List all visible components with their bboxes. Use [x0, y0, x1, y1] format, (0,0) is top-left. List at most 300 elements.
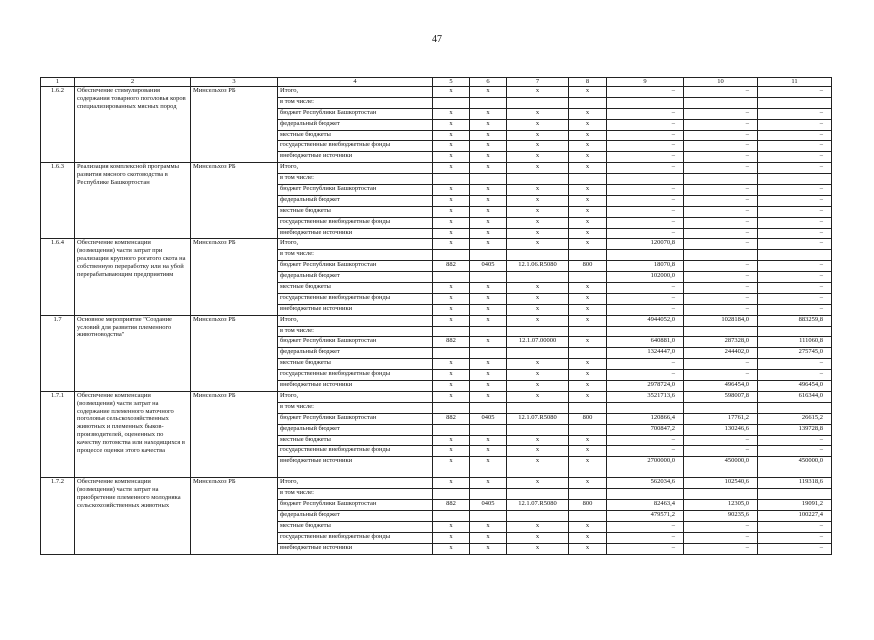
amount-cell: –	[758, 435, 832, 446]
amount-cell	[684, 174, 758, 185]
amount-cell: –	[684, 185, 758, 196]
table-row	[41, 391, 832, 402]
amount-cell: –	[607, 359, 684, 370]
target-item-cell	[507, 97, 569, 108]
amount-cell: –	[758, 141, 832, 152]
amount-cell: 1324447,0	[607, 348, 684, 359]
code-cell: x	[433, 370, 470, 381]
target-item-cell: x	[507, 239, 569, 250]
amount-cell: –	[684, 206, 758, 217]
amount-cell	[684, 489, 758, 500]
amount-cell: –	[758, 543, 832, 554]
amount-cell: –	[607, 370, 684, 381]
section-cell: x	[470, 163, 507, 174]
expense-type-cell: x	[569, 293, 607, 304]
amount-cell: 130246,6	[684, 424, 758, 435]
section-cell: x	[470, 239, 507, 250]
target-item-cell: 12.1.07.R5080	[507, 413, 569, 424]
section-cell: x	[470, 108, 507, 119]
expense-type-cell	[569, 424, 607, 435]
target-item-cell: x	[507, 228, 569, 239]
source-label-cell: государственные внебюджетные фонды	[278, 141, 433, 152]
amount-cell: –	[684, 283, 758, 294]
section-cell: x	[470, 337, 507, 348]
amount-cell: 883259,8	[758, 315, 832, 326]
source-label-cell: Итого,	[278, 315, 433, 326]
section-cell: x	[470, 217, 507, 228]
program-funding-table	[40, 77, 832, 555]
amount-cell: 19091,2	[758, 500, 832, 511]
target-item-cell: x	[507, 391, 569, 402]
code-cell: 882	[433, 337, 470, 348]
target-item-cell	[507, 250, 569, 261]
measure-code: 1.6.3	[41, 163, 75, 239]
source-label-cell: федеральный бюджет	[278, 119, 433, 130]
source-label-cell: государственные внебюджетные фонды	[278, 446, 433, 457]
target-item-cell: x	[507, 87, 569, 98]
code-cell: x	[433, 185, 470, 196]
amount-cell: 496454,0	[758, 381, 832, 392]
amount-cell: –	[758, 130, 832, 141]
target-item-cell: x	[507, 108, 569, 119]
measure-title: Обеспечение компенсации (возмещения) части затрат при реализации крупного рогатого скота на собственную переработку или на убой перерабатывающим предприятиям	[75, 239, 191, 315]
source-label-cell: федеральный бюджет	[278, 272, 433, 283]
code-cell	[433, 326, 470, 337]
amount-cell: –	[758, 108, 832, 119]
section-cell: x	[470, 359, 507, 370]
source-label-cell: бюджет Республики Башкортостан	[278, 108, 433, 119]
expense-type-cell	[569, 489, 607, 500]
amount-cell: 450000,0	[684, 457, 758, 478]
expense-type-cell: x	[569, 543, 607, 554]
section-cell: x	[470, 195, 507, 206]
amount-cell: –	[758, 217, 832, 228]
amount-cell	[607, 489, 684, 500]
amount-cell: –	[684, 119, 758, 130]
section-cell: x	[470, 293, 507, 304]
amount-cell: 700847,2	[607, 424, 684, 435]
measure-code: 1.6.2	[41, 87, 75, 163]
source-label-cell: внебюджетные источники	[278, 543, 433, 554]
source-label-cell: местные бюджеты	[278, 283, 433, 294]
expense-type-cell: x	[569, 337, 607, 348]
header-cell: 8	[569, 78, 607, 87]
target-item-cell	[507, 174, 569, 185]
header-cell: 7	[507, 78, 569, 87]
section-cell: x	[470, 304, 507, 315]
table-row	[41, 163, 832, 174]
target-item-cell: x	[507, 163, 569, 174]
amount-cell: –	[607, 293, 684, 304]
expense-type-cell: x	[569, 163, 607, 174]
amount-cell: –	[607, 195, 684, 206]
expense-type-cell	[569, 97, 607, 108]
amount-cell: 562034,6	[607, 478, 684, 489]
header-cell: 11	[758, 78, 832, 87]
amount-cell: –	[758, 163, 832, 174]
source-label-cell: федеральный бюджет	[278, 510, 433, 521]
amount-cell: –	[758, 195, 832, 206]
source-label-cell: бюджет Республики Башкортостан	[278, 337, 433, 348]
code-cell	[433, 174, 470, 185]
expense-type-cell	[569, 174, 607, 185]
expense-type-cell: x	[569, 152, 607, 163]
measure-code: 1.7.1	[41, 391, 75, 477]
code-cell: x	[433, 543, 470, 554]
code-cell	[433, 424, 470, 435]
amount-cell: 616344,0	[758, 391, 832, 402]
expense-type-cell: x	[569, 521, 607, 532]
amount-cell	[758, 326, 832, 337]
executor: Минсельхоз РБ	[191, 87, 278, 163]
table-row	[41, 239, 832, 250]
target-item-cell	[507, 510, 569, 521]
amount-cell: –	[684, 163, 758, 174]
code-cell: x	[433, 141, 470, 152]
amount-cell: –	[758, 293, 832, 304]
amount-cell: –	[758, 304, 832, 315]
code-cell: x	[433, 108, 470, 119]
source-label-cell: в том числе:	[278, 174, 433, 185]
section-cell	[470, 510, 507, 521]
source-label-cell: Итого,	[278, 391, 433, 402]
target-item-cell: x	[507, 130, 569, 141]
target-item-cell: x	[507, 381, 569, 392]
amount-cell: 4944052,0	[607, 315, 684, 326]
target-item-cell: x	[507, 359, 569, 370]
amount-cell: –	[758, 283, 832, 294]
amount-cell: 90235,6	[684, 510, 758, 521]
expense-type-cell: x	[569, 185, 607, 196]
amount-cell: 119318,6	[758, 478, 832, 489]
measure-code: 1.7	[41, 315, 75, 391]
amount-cell: –	[607, 87, 684, 98]
amount-cell: –	[607, 119, 684, 130]
section-cell: 0405	[470, 500, 507, 511]
amount-cell: –	[684, 239, 758, 250]
code-cell: x	[433, 152, 470, 163]
target-item-cell: x	[507, 478, 569, 489]
source-label-cell: бюджет Республики Башкортостан	[278, 413, 433, 424]
amount-cell: –	[684, 272, 758, 283]
amount-cell: –	[758, 521, 832, 532]
page-number: 47	[432, 34, 442, 45]
target-item-cell: x	[507, 152, 569, 163]
target-item-cell: x	[507, 457, 569, 478]
section-cell: x	[470, 119, 507, 130]
code-cell: 882	[433, 500, 470, 511]
source-label-cell: в том числе:	[278, 402, 433, 413]
amount-cell: –	[607, 163, 684, 174]
section-cell	[470, 174, 507, 185]
table-row	[41, 478, 832, 489]
executor: Минсельхоз РБ	[191, 478, 278, 554]
amount-cell	[607, 326, 684, 337]
target-item-cell	[507, 326, 569, 337]
target-item-cell: x	[507, 315, 569, 326]
section-cell: x	[470, 315, 507, 326]
amount-cell: –	[758, 239, 832, 250]
target-item-cell: x	[507, 293, 569, 304]
expense-type-cell: 800	[569, 413, 607, 424]
header-cell: 5	[433, 78, 470, 87]
expense-type-cell: x	[569, 119, 607, 130]
amount-cell: –	[758, 359, 832, 370]
section-cell: x	[470, 141, 507, 152]
section-cell: x	[470, 478, 507, 489]
source-label-cell: бюджет Республики Башкортостан	[278, 185, 433, 196]
code-cell	[433, 97, 470, 108]
amount-cell: –	[758, 185, 832, 196]
amount-cell: –	[607, 108, 684, 119]
source-label-cell: местные бюджеты	[278, 206, 433, 217]
code-cell	[433, 402, 470, 413]
code-cell: x	[433, 359, 470, 370]
header-cell: 1	[41, 78, 75, 87]
target-item-cell	[507, 489, 569, 500]
code-cell: x	[433, 163, 470, 174]
amount-cell: –	[607, 152, 684, 163]
section-cell: x	[470, 521, 507, 532]
target-item-cell: x	[507, 185, 569, 196]
target-item-cell: 12.1.07.00000	[507, 337, 569, 348]
target-item-cell	[507, 348, 569, 359]
amount-cell: 111060,8	[758, 337, 832, 348]
target-item-cell: 12.1.07.R5080	[507, 500, 569, 511]
target-item-cell: x	[507, 304, 569, 315]
expense-type-cell: x	[569, 283, 607, 294]
amount-cell: –	[684, 87, 758, 98]
amount-cell: –	[607, 283, 684, 294]
code-cell	[433, 510, 470, 521]
target-item-cell: x	[507, 217, 569, 228]
source-label-cell: внебюджетные источники	[278, 381, 433, 392]
amount-cell	[607, 97, 684, 108]
amount-cell: –	[758, 119, 832, 130]
code-cell: x	[433, 457, 470, 478]
table-row	[41, 315, 832, 326]
section-cell: x	[470, 370, 507, 381]
section-cell	[470, 402, 507, 413]
amount-cell: –	[607, 446, 684, 457]
header-cell: 3	[191, 78, 278, 87]
measure-title: Обеспечение компенсации (возмещения) части затрат на содержание племенного маточного поголовья сельскохозяйственных животных и племенных быков-производителей, оцененных по качеству потомства или находящихся в процессе оценки этого качества	[75, 391, 191, 477]
code-cell: x	[433, 478, 470, 489]
code-cell: x	[433, 293, 470, 304]
source-label-cell: федеральный бюджет	[278, 348, 433, 359]
source-label-cell: внебюджетные источники	[278, 304, 433, 315]
amount-cell: –	[684, 130, 758, 141]
section-cell: x	[470, 87, 507, 98]
expense-type-cell	[569, 250, 607, 261]
amount-cell: –	[684, 304, 758, 315]
amount-cell: –	[684, 108, 758, 119]
amount-cell: 244402,0	[684, 348, 758, 359]
code-cell: x	[433, 391, 470, 402]
amount-cell	[607, 250, 684, 261]
amount-cell: –	[758, 87, 832, 98]
measure-title: Обеспечение стимулирования содержания товарного поголовья коров специализированных мясных пород	[75, 87, 191, 163]
amount-cell: –	[684, 370, 758, 381]
executor: Минсельхоз РБ	[191, 315, 278, 391]
section-cell	[470, 272, 507, 283]
code-cell: x	[433, 130, 470, 141]
source-label-cell: внебюджетные источники	[278, 152, 433, 163]
expense-type-cell: x	[569, 141, 607, 152]
source-label-cell: местные бюджеты	[278, 130, 433, 141]
amount-cell: –	[607, 141, 684, 152]
source-label-cell: внебюджетные источники	[278, 457, 433, 478]
amount-cell: –	[684, 217, 758, 228]
table-body	[41, 78, 832, 555]
source-label-cell: бюджет Республики Башкортостан	[278, 500, 433, 511]
amount-cell: –	[684, 446, 758, 457]
expense-type-cell: x	[569, 206, 607, 217]
code-cell: x	[433, 435, 470, 446]
code-cell: x	[433, 446, 470, 457]
executor: Минсельхоз РБ	[191, 391, 278, 477]
code-cell	[433, 348, 470, 359]
amount-cell: 479571,2	[607, 510, 684, 521]
code-cell	[433, 250, 470, 261]
amount-cell	[684, 97, 758, 108]
code-cell: x	[433, 381, 470, 392]
amount-cell	[758, 174, 832, 185]
target-item-cell: x	[507, 543, 569, 554]
section-cell: x	[470, 532, 507, 543]
section-cell: x	[470, 457, 507, 478]
code-cell: x	[433, 217, 470, 228]
source-label-cell: внебюджетные источники	[278, 228, 433, 239]
amount-cell: –	[684, 228, 758, 239]
header-cell: 6	[470, 78, 507, 87]
target-item-cell: x	[507, 435, 569, 446]
amount-cell: –	[758, 228, 832, 239]
section-cell: x	[470, 391, 507, 402]
amount-cell	[684, 326, 758, 337]
source-label-cell: в том числе:	[278, 250, 433, 261]
expense-type-cell: x	[569, 359, 607, 370]
source-label-cell: в том числе:	[278, 326, 433, 337]
source-label-cell: федеральный бюджет	[278, 424, 433, 435]
section-cell: x	[470, 130, 507, 141]
amount-cell: –	[607, 217, 684, 228]
target-item-cell: x	[507, 532, 569, 543]
measure-title: Обеспечение компенсации (возмещения) части затрат на приобретение племенного молодняка сельскохозяйственных животных	[75, 478, 191, 554]
expense-type-cell: x	[569, 446, 607, 457]
section-cell: 0405	[470, 261, 507, 272]
code-cell: x	[433, 521, 470, 532]
expense-type-cell	[569, 402, 607, 413]
source-label-cell: федеральный бюджет	[278, 195, 433, 206]
expense-type-cell	[569, 510, 607, 521]
expense-type-cell: 800	[569, 261, 607, 272]
expense-type-cell: x	[569, 391, 607, 402]
source-label-cell: местные бюджеты	[278, 435, 433, 446]
section-cell: x	[470, 185, 507, 196]
target-item-cell: x	[507, 283, 569, 294]
amount-cell: –	[607, 206, 684, 217]
header-cell: 4	[278, 78, 433, 87]
code-cell	[433, 489, 470, 500]
expense-type-cell: x	[569, 532, 607, 543]
code-cell	[433, 272, 470, 283]
source-label-cell: государственные внебюджетные фонды	[278, 293, 433, 304]
section-cell: x	[470, 435, 507, 446]
target-item-cell	[507, 402, 569, 413]
source-label-cell: государственные внебюджетные фонды	[278, 370, 433, 381]
expense-type-cell: x	[569, 228, 607, 239]
expense-type-cell	[569, 348, 607, 359]
code-cell: x	[433, 195, 470, 206]
amount-cell: 102540,6	[684, 478, 758, 489]
section-cell	[470, 97, 507, 108]
amount-cell: 102000,0	[607, 272, 684, 283]
target-item-cell: x	[507, 119, 569, 130]
amount-cell: 139728,8	[758, 424, 832, 435]
header-cell: 2	[75, 78, 191, 87]
expense-type-cell: x	[569, 457, 607, 478]
expense-type-cell: x	[569, 239, 607, 250]
section-cell	[470, 348, 507, 359]
amount-cell	[758, 402, 832, 413]
expense-type-cell	[569, 326, 607, 337]
amount-cell	[758, 489, 832, 500]
amount-cell: –	[607, 543, 684, 554]
amount-cell: 100227,4	[758, 510, 832, 521]
expense-type-cell: x	[569, 217, 607, 228]
section-cell: x	[470, 206, 507, 217]
amount-cell: –	[758, 206, 832, 217]
code-cell: x	[433, 304, 470, 315]
amount-cell: 640881,0	[607, 337, 684, 348]
target-item-cell: x	[507, 446, 569, 457]
target-item-cell: x	[507, 206, 569, 217]
amount-cell: –	[684, 543, 758, 554]
amount-cell: 598007,8	[684, 391, 758, 402]
expense-type-cell: x	[569, 315, 607, 326]
code-cell: 882	[433, 413, 470, 424]
measure-title: Реализация комплексной программы развития мясного скотоводства в Республике Башкортостан	[75, 163, 191, 239]
amount-cell: –	[684, 195, 758, 206]
target-item-cell: 12.1.06.R5080	[507, 261, 569, 272]
expense-type-cell: x	[569, 478, 607, 489]
amount-cell: –	[684, 261, 758, 272]
amount-cell: –	[607, 228, 684, 239]
amount-cell	[758, 250, 832, 261]
code-cell: x	[433, 239, 470, 250]
amount-cell: –	[607, 435, 684, 446]
code-cell: x	[433, 315, 470, 326]
expense-type-cell: x	[569, 87, 607, 98]
code-cell: x	[433, 87, 470, 98]
section-cell	[470, 326, 507, 337]
header-cell: 9	[607, 78, 684, 87]
amount-cell: –	[758, 152, 832, 163]
section-cell: x	[470, 381, 507, 392]
expense-type-cell: x	[569, 130, 607, 141]
expense-type-cell	[569, 272, 607, 283]
amount-cell: –	[607, 185, 684, 196]
source-label-cell: местные бюджеты	[278, 521, 433, 532]
section-cell: x	[470, 543, 507, 554]
amount-cell: 12305,0	[684, 500, 758, 511]
code-cell: x	[433, 532, 470, 543]
expense-type-cell: x	[569, 381, 607, 392]
amount-cell: 17761,2	[684, 413, 758, 424]
measure-code: 1.6.4	[41, 239, 75, 315]
section-cell: x	[470, 152, 507, 163]
